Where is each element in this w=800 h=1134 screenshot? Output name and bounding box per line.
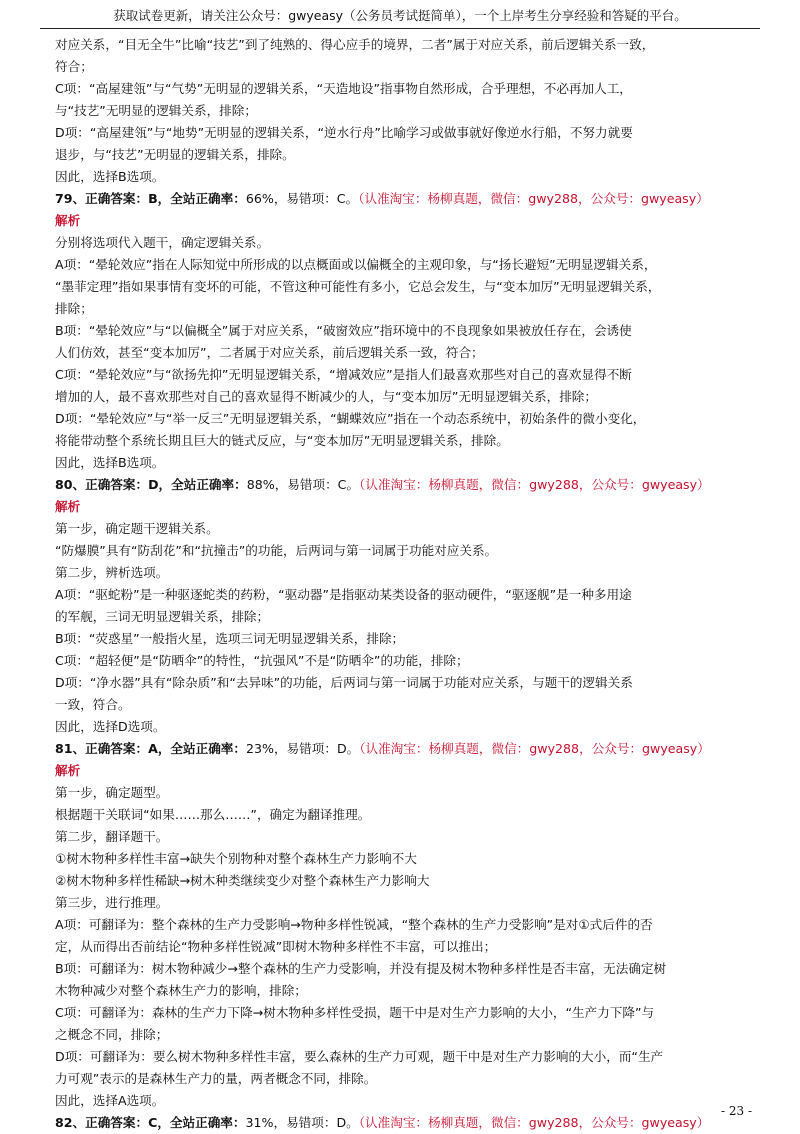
text-line: C项：“晕轮效应”与“欲扬先抑”无明显逻辑关系，“增减效应”是指人们最喜欢那些对自己的喜欢显得不断 bbox=[55, 367, 632, 382]
text-line: 因此，选择B选项。 bbox=[55, 455, 165, 470]
text-line: 之概念不同，排除； bbox=[55, 1027, 169, 1042]
q80-answer-promo: （认准淘宝：杨柳真题，微信：gwy288，公众号：gwyeasy） bbox=[359, 477, 710, 492]
text-line: 符合； bbox=[55, 59, 93, 74]
text-line: B项：“荧惑星”一般指火星，选项三词无明显逻辑关系，排除； bbox=[55, 631, 405, 646]
text-line: 分别将选项代入题干，确定逻辑关系。 bbox=[55, 235, 270, 250]
q82-answer-rate: 31%，易错项：D。 bbox=[245, 1115, 359, 1130]
text-line: 力可观”表示的是森林生产力的量，两者概念不同，排除。 bbox=[55, 1071, 377, 1086]
text-line: “墨菲定理”指如果事情有变坏的可能，不管这种可能性有多小，它总会发生，与“变本加厉”无明显逻辑关系， bbox=[55, 279, 661, 294]
text-line: 第三步，进行推理。 bbox=[55, 895, 169, 910]
text-line: ②树木物种多样性稀缺→树木种类继续变少对整个森林生产力影响大 bbox=[55, 873, 430, 888]
text-line: A项：“驱蛇粉”是一种驱逐蛇类的药粉，“驱动器”是指驱动某类设备的驱动硬件，“驱逐舰”是一种多用途 bbox=[55, 587, 632, 602]
text-line: 因此，选择D选项。 bbox=[55, 719, 166, 734]
q80-answer-main: 80、正确答案：D，全站正确率： bbox=[55, 477, 247, 492]
q81-analysis-label: 解析 bbox=[55, 763, 81, 778]
q79-answer-main: 79、正确答案：B，全站正确率： bbox=[55, 191, 246, 206]
page-content bbox=[55, 34, 755, 1134]
text-line: A项：可翻译为：整个森林的生产力受影响→物种多样性锐减，“整个森林的生产力受影响”是对①式后件的否 bbox=[55, 917, 653, 932]
text-line: D项：“晕轮效应”与“举一反三”无明显逻辑关系，“蝴蝶效应”指在一个动态系统中，初始条件的微小变化， bbox=[55, 411, 646, 426]
text-line: C项：“超轻便”是“防晒伞”的特性，“抗强风”不是“防晒伞”的功能，排除； bbox=[55, 653, 469, 668]
q82-answer-main: 82、正确答案：C，全站正确率： bbox=[55, 1115, 246, 1130]
q79-analysis-label: 解析 bbox=[55, 213, 81, 228]
text-line: 第一步，确定题型。 bbox=[55, 785, 169, 800]
text-line: 第一步，确定题干逻辑关系。 bbox=[55, 521, 219, 536]
text-line: 将能带动整个系统长期且巨大的链式反应，与“变本加厉”无明显逻辑关系，排除。 bbox=[55, 433, 509, 448]
text-line: C项：“高屋建瓴”与“气势”无明显的逻辑关系，“天造地设”指事物自然形成，合乎理想，不必再加人工， bbox=[55, 81, 632, 96]
text-line: D项：“高屋建瓴”与“地势”无明显的逻辑关系，“逆水行舟”比喻学习或做事就好像逆水行船，不努力就要 bbox=[55, 125, 633, 140]
text-line: ①树木物种多样性丰富→缺失个别物种对整个森林生产力影响不大 bbox=[55, 851, 417, 866]
q82-answer-line bbox=[55, 1112, 755, 1134]
text-line: D项：“净水器”具有“除杂质”和“去异味”的功能，后两词与第一词属于功能对应关系，与题干的逻辑关系 bbox=[55, 675, 633, 690]
q80-analysis-label: 解析 bbox=[55, 499, 81, 514]
text-line: 人们仿效，甚至“变本加厉”，二者属于对应关系，前后逻辑关系一致，符合； bbox=[55, 345, 484, 360]
q82-answer-promo: （认准淘宝：杨柳真题，微信：gwy288，公众号：gwyeasy） bbox=[358, 1115, 710, 1130]
text-line: 因此，选择B选项。 bbox=[55, 169, 165, 184]
text-line: A项：“晕轮效应”指在人际知觉中所形成的以点概面或以偏概全的主观印象，与“扬长避短”无明显逻辑关系， bbox=[55, 257, 657, 272]
text-line: 因此，选择A选项。 bbox=[55, 1093, 165, 1108]
text-line: 增加的人，最不喜欢那些对自己的喜欢显得不断减少的人，与“变本加厉”无明显逻辑关系，排除； bbox=[55, 389, 597, 404]
q81-answer-rate: 23%，易错项：D。 bbox=[246, 741, 360, 756]
text-line: 第二步，翻译题干。 bbox=[55, 829, 169, 844]
q81-analysis-block bbox=[55, 782, 755, 1112]
q79-answer-line bbox=[55, 188, 755, 210]
text-line: B项：“晕轮效应”与“以偏概全”属于对应关系，“破窗效应”指环境中的不良现象如果被放任存在，会诱使 bbox=[55, 323, 632, 338]
text-line: 的军舰，三词无明显逻辑关系，排除； bbox=[55, 609, 270, 624]
q81-answer-promo: （认准淘宝：杨柳真题，微信：gwy288，公众号：gwyeasy） bbox=[359, 741, 710, 756]
text-line: C项：可翻译为：森林的生产力下降→树木物种多样性受损，题干中是对生产力影响的大小，“生产力下降”与 bbox=[55, 1005, 655, 1020]
text-line: 退步，与“技艺”无明显的逻辑关系，排除。 bbox=[55, 147, 295, 162]
q81-answer-line bbox=[55, 738, 755, 760]
text-line: 根据题干关联词“如果……那么……”，确定为翻译推理。 bbox=[55, 807, 371, 822]
q79-analysis-block bbox=[55, 232, 755, 474]
q79-answer-promo: （认准淘宝：杨柳真题，微信：gwy288，公众号：gwyeasy） bbox=[358, 191, 709, 206]
text-line: 木物种减少对整个森林生产力的影响，排除； bbox=[55, 983, 307, 998]
page-number: - 23 - bbox=[720, 1104, 752, 1118]
text-line: 第二步，辨析选项。 bbox=[55, 565, 169, 580]
q81-answer-main: 81、正确答案：A，全站正确率： bbox=[55, 741, 246, 756]
text-line: 排除； bbox=[55, 301, 93, 316]
text-line: B项：可翻译为：树木物种减少→整个森林的生产力受影响，并没有提及树木物种多样性是否丰富，无法确定树 bbox=[55, 961, 667, 976]
q80-analysis-block bbox=[55, 518, 755, 738]
text-line: “防爆膜”具有“防刮花”和“抗撞击”的功能，后两词与第一词属于功能对应关系。 bbox=[55, 543, 498, 558]
q79-answer-rate: 66%，易错项：C。 bbox=[245, 191, 359, 206]
text-line: 定，从而得出否前结论“物种多样性锐减”即树木物种多样性不丰富，可以推出； bbox=[55, 939, 497, 954]
page-header: 获取试卷更新，请关注公众号：gwyeasy（公务员考试挺简单），一个上岸考生分享经验和答疑的平台。 bbox=[40, 6, 760, 29]
q80-answer-rate: 88%，易错项：C。 bbox=[246, 477, 360, 492]
q80-answer-line bbox=[55, 474, 755, 496]
text-line: 一致，符合。 bbox=[55, 697, 131, 712]
text-line: 对应关系，“目无全牛”比喻“技艺”到了纯熟的、得心应手的境界，二者”属于对应关系，前后逻辑关系一致， bbox=[55, 37, 655, 52]
text-line: 与“技艺”无明显的逻辑关系，排除； bbox=[55, 103, 257, 118]
q78-tail-block bbox=[55, 34, 755, 188]
text-line: D项：可翻译为：要么树木物种多样性丰富，要么森林的生产力可观，题干中是对生产力影响的大小，而“生产 bbox=[55, 1049, 664, 1064]
